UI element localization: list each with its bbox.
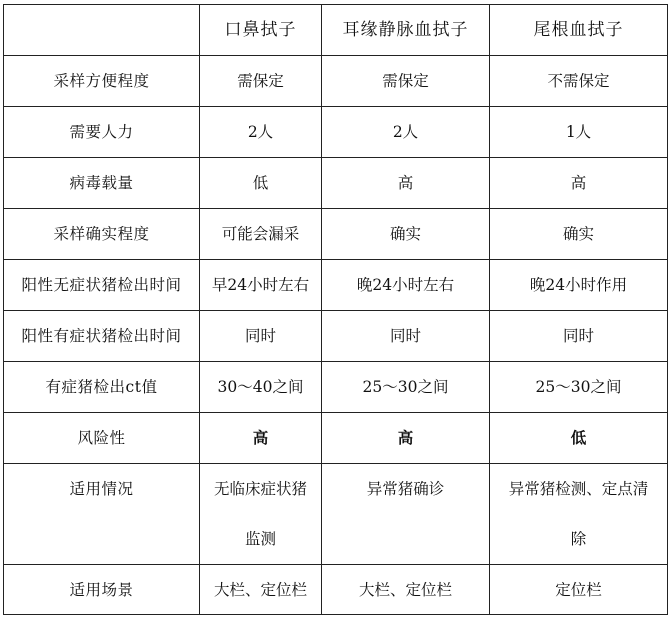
row-label: 采样方便程度 [4, 56, 200, 107]
row-label: 有症猪检出ct值 [4, 362, 200, 413]
table-cell: 早24小时左右 [200, 260, 322, 311]
cell-line: 除 [570, 530, 587, 548]
cell-line: 异常猪检测、定点清 [508, 480, 649, 498]
cell-line: 监测 [244, 530, 276, 548]
table-row [4, 413, 668, 464]
table-cell: 可能会漏采 [200, 209, 322, 260]
table-cell: 2人 [322, 107, 490, 158]
table-row [4, 158, 668, 209]
table-row [4, 56, 668, 107]
table-row [4, 107, 668, 158]
table-cell: 定位栏 [490, 565, 668, 615]
table-cell: 高 [200, 413, 322, 464]
row-label: 适用场景 [4, 565, 200, 615]
row-label: 风险性 [4, 413, 200, 464]
row-label: 阳性无症状猪检出时间 [4, 260, 200, 311]
table-cell: 1人 [490, 107, 668, 158]
row-label: 采样确实程度 [4, 209, 200, 260]
table-cell: 低 [490, 413, 668, 464]
header-oral-nasal-swab: 口鼻拭子 [200, 5, 322, 56]
table-cell: 25～30之间 [490, 362, 668, 413]
table-cell: 同时 [322, 311, 490, 362]
table-row [4, 565, 668, 615]
table-cell: 高 [490, 158, 668, 209]
header-ear-vein-blood-swab: 耳缘静脉血拭子 [322, 5, 490, 56]
table-cell: 高 [322, 413, 490, 464]
table-row [4, 362, 668, 413]
comparison-table [3, 4, 668, 615]
table-cell: 确实 [322, 209, 490, 260]
table-row [4, 311, 668, 362]
table-cell: 不需保定 [490, 56, 668, 107]
table-cell: 25～30之间 [322, 362, 490, 413]
row-label: 需要人力 [4, 107, 200, 158]
table-cell: 2人 [200, 107, 322, 158]
table-row [4, 260, 668, 311]
table-cell: 高 [322, 158, 490, 209]
header-row [4, 5, 668, 56]
table-cell [200, 464, 322, 565]
table-cell: 低 [200, 158, 322, 209]
table-cell [490, 464, 668, 565]
table-cell: 确实 [490, 209, 668, 260]
table-row [4, 209, 668, 260]
table-cell: 需保定 [322, 56, 490, 107]
table-cell: 同时 [200, 311, 322, 362]
table-cell: 大栏、定位栏 [200, 565, 322, 615]
table-cell: 30～40之间 [200, 362, 322, 413]
cell-line: 无临床症状猪 [213, 480, 307, 498]
cell-line: 异常猪确诊 [366, 480, 445, 498]
table-cell: 晚24小时左右 [322, 260, 490, 311]
table-cell: 需保定 [200, 56, 322, 107]
table-cell: 大栏、定位栏 [322, 565, 490, 615]
table-row [4, 464, 668, 565]
table-cell: 同时 [490, 311, 668, 362]
row-label: 阳性有症状猪检出时间 [4, 311, 200, 362]
header-corner-cell [4, 5, 200, 56]
table-cell [322, 464, 490, 565]
header-tail-root-blood-swab: 尾根血拭子 [490, 5, 668, 56]
row-label: 适用情况 [4, 464, 200, 565]
row-label: 病毒载量 [4, 158, 200, 209]
table-cell: 晚24小时作用 [490, 260, 668, 311]
